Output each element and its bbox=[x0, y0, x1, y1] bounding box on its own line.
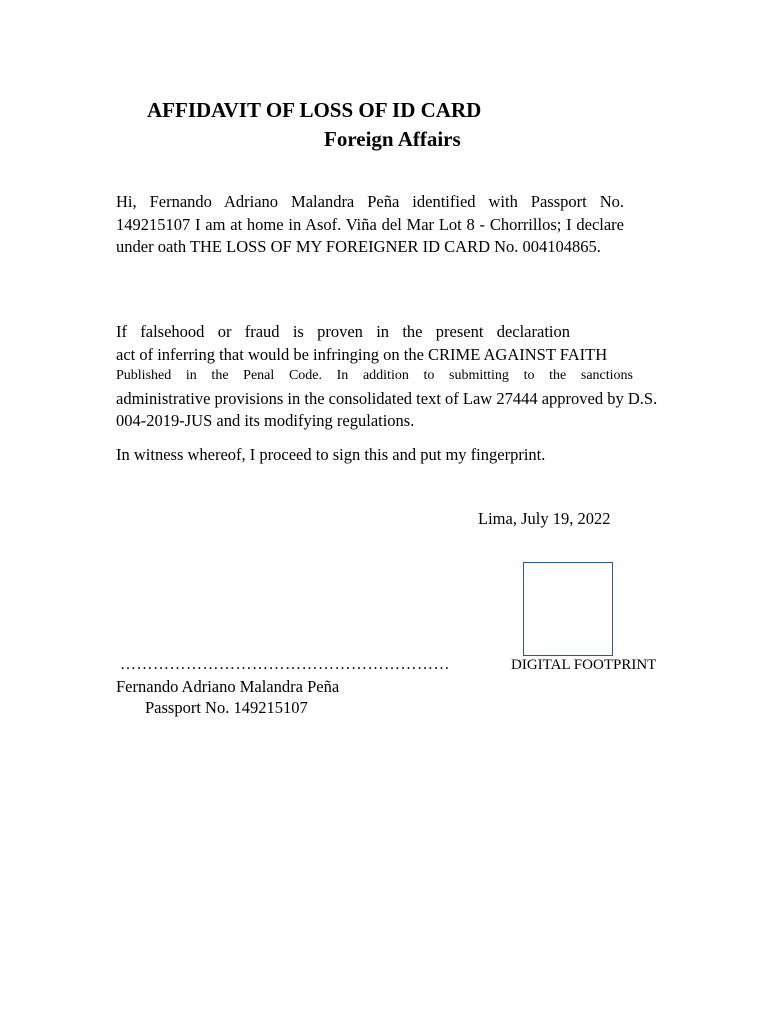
declaration-paragraph: Hi, Fernando Adriano Malandra Peña identified with Passport No. 149215107 I am at home in Asof. Viña del Mar Lot 8 - Chorrillos; I declare under oath THE LOSS OF MY FOREIGNER ID CARD No. 004104865. bbox=[116, 192, 624, 256]
fingerprint-label: DIGITAL FOOTPRINT bbox=[511, 657, 657, 673]
falsehood-line-2: act of inferring that would be infringing on the CRIME AGAINST FAITH bbox=[116, 345, 608, 364]
signer-name: Fernando Adriano Malandra Peña bbox=[116, 677, 340, 696]
document-subtitle: Foreign Affairs bbox=[324, 127, 461, 151]
signer-passport: Passport No. 149215107 bbox=[145, 698, 308, 717]
falsehood-line-4: administrative provisions in the consolidated text of Law 27444 approved by D.S. bbox=[116, 389, 658, 408]
witness-line: In witness whereof, I proceed to sign this and put my fingerprint. bbox=[116, 445, 546, 464]
document-title: AFFIDAVIT OF LOSS OF ID CARD bbox=[147, 98, 482, 122]
falsehood-line-5: 004-2019-JUS and its modifying regulations. bbox=[116, 411, 415, 430]
falsehood-line-3: Published in the Penal Code. In addition to submitting to the sanctions bbox=[116, 368, 633, 383]
signature-line: …………………………………………………… bbox=[120, 656, 450, 673]
place-date: Lima, July 19, 2022 bbox=[478, 509, 611, 528]
fingerprint-box bbox=[523, 562, 613, 656]
falsehood-line-1: If falsehood or fraud is proven in the present declaration bbox=[116, 322, 570, 341]
